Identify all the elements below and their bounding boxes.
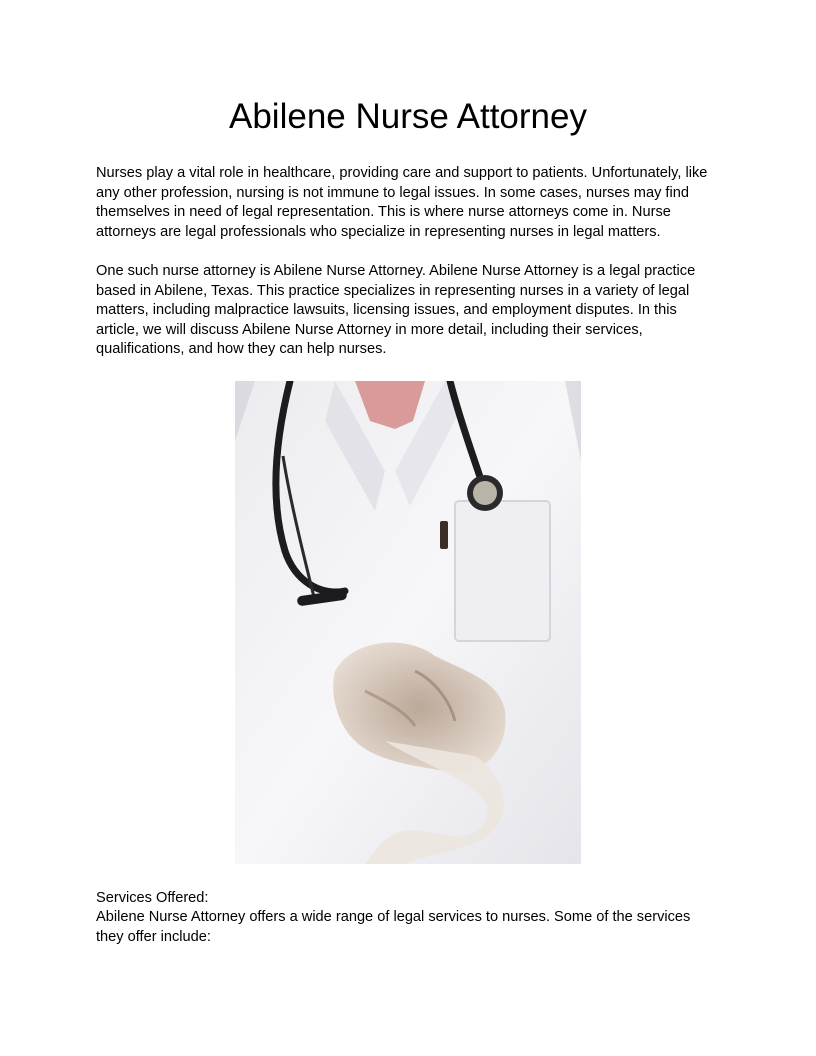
page-title: Abilene Nurse Attorney: [229, 97, 587, 136]
intro-paragraph: Nurses play a vital role in healthcare, providing care and support to patients. Unfortunately, like any other profession, nursing is not immune to legal issues. In some cases, nurses may find themselves in need of legal representation. This is where nurse attorneys come in. Nurse attorneys are legal professionals who specialize in representing nurses in legal matters.: [96, 165, 708, 240]
services-paragraph: Abilene Nurse Attorney offers a wide range of legal services to nurses. Some of the services they offer include:: [96, 909, 691, 945]
services-heading: Services Offered:: [96, 890, 209, 906]
nurse-photo: [235, 381, 581, 864]
practice-paragraph: One such nurse attorney is Abilene Nurse Attorney. Abilene Nurse Attorney is a legal practice based in Abilene, Texas. This practice specializes in representing nurses in a variety of legal matters, including malpractice lawsuits, licensing issues, and employment disputes. In this article, we will discuss Abilene Nurse Attorney in more detail, including their services, qualifications, and how they can help nurses.: [96, 263, 696, 357]
